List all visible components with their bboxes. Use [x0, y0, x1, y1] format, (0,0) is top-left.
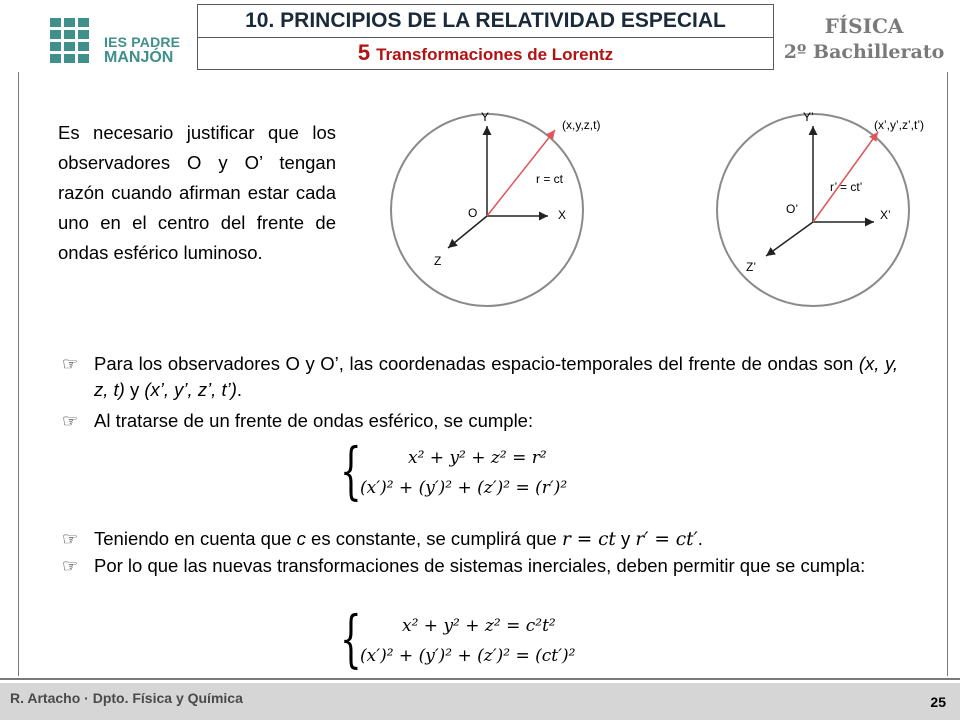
footer-author: R. Artacho · Dpto. Física y Química [10, 690, 243, 706]
equation-1b: (x′)² + (y′)² + (z′)² = (r′)² [360, 478, 568, 498]
origin-label: O’ [786, 202, 798, 216]
equation-2b: (x′)² + (y′)² + (z′)² = (ct′)² [360, 646, 576, 666]
logo-grid-icon [50, 18, 94, 62]
school-logo [22, 4, 200, 70]
intro-paragraph: Es necesario justificar que los observadores O y O’ tengan razón cuando afirman estar cada uno en el centro del frente de ondas esférico luminoso. [58, 122, 336, 263]
title-box [197, 4, 774, 70]
subject-name: FÍSICA [824, 14, 904, 38]
origin-label: O [468, 206, 478, 220]
radius-label: r’ = ct’ [830, 180, 863, 194]
y-axis-label: Y’ [803, 110, 814, 124]
z-axis-label: Z [434, 254, 442, 268]
equation-2a: x² + y² + z² = c²t² [402, 616, 556, 636]
bullet-c-constant: ☞ Teniendo en cuenta que c es constante, se cumplirá que r = ct y r′ = ct′. [62, 528, 703, 550]
section-title-row [198, 38, 773, 70]
bullet-spherical: ☞ Al tratarse de un frente de ondas esférico, se cumple: [62, 408, 898, 434]
diagram-frame-o [380, 100, 640, 320]
section-title: Transformaciones de Lorentz [376, 45, 614, 64]
equation-1a: x² + y² + z² = r² [408, 448, 547, 468]
diagram-frame-o-prime [706, 100, 960, 320]
radius-label: r = ct [536, 172, 564, 186]
pointing-hand-icon: ☞ [62, 529, 79, 549]
section-number: 5 [357, 40, 371, 65]
pointing-hand-icon: ☞ [62, 354, 79, 374]
point-label: (x,y,z,t) [562, 118, 601, 132]
course-name: 2º Bachillerato [783, 41, 945, 63]
logo-line1: IES PADRE [104, 34, 181, 50]
z-axis-label: Z’ [746, 260, 756, 274]
pointing-hand-icon: ☞ [62, 411, 79, 431]
bullet-coordinates: ☞ Para los observadores O y O’, las coordenadas espacio-temporales del frente de ondas son (x, y, z, t) y (x’, y’, z’, t’). [62, 353, 898, 400]
bullet-transformations: ☞ Por lo que las nuevas transformaciones de sistemas inerciales, deben permitir que se cumpla: [62, 553, 898, 579]
brace: { [340, 434, 362, 507]
diagram-o-prime-svg [706, 100, 960, 320]
brace: { [340, 602, 362, 675]
point-label: (x’,y’,z’,t’) [874, 118, 924, 132]
x-axis-label: X [558, 208, 567, 222]
unit-title: 10. PRINCIPIOS DE LA RELATIVIDAD ESPECIAL [198, 5, 773, 38]
diagram-o-svg [380, 100, 640, 320]
subject-box [776, 4, 952, 70]
logo-line2: MANJÓN [104, 49, 174, 66]
logo-text [104, 34, 180, 66]
page-number: 25 [930, 694, 946, 710]
x-axis-label: X’ [880, 208, 891, 222]
y-axis-label: Y [481, 110, 490, 124]
footer-divider [0, 678, 960, 680]
pointing-hand-icon: ☞ [62, 556, 79, 576]
